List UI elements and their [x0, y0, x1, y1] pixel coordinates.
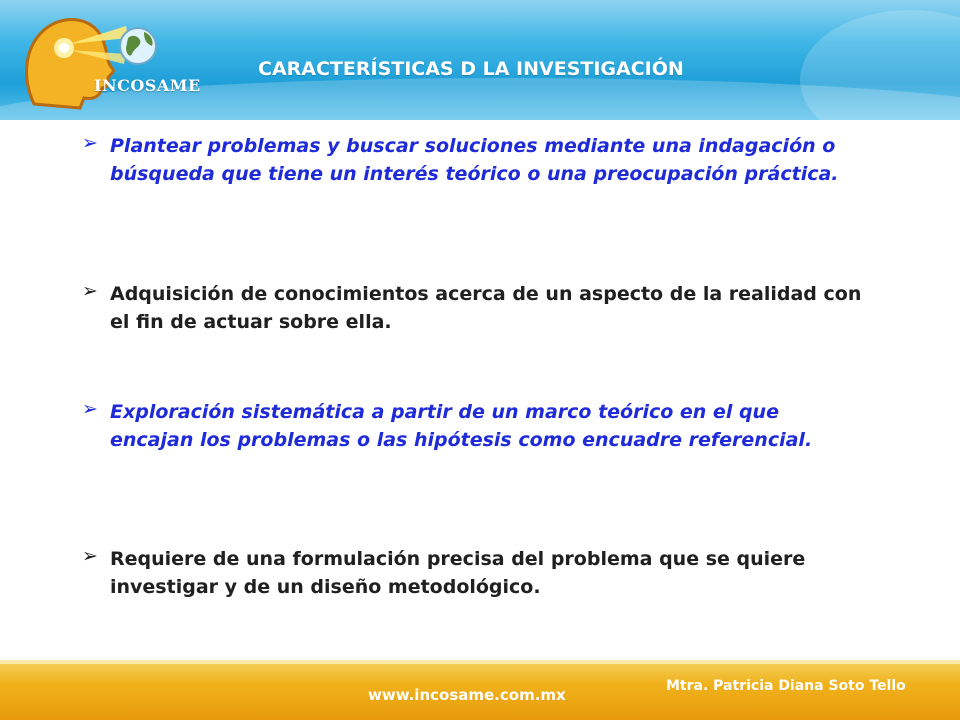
incosame-logo-icon: [14, 8, 214, 116]
footer-highlight: [0, 660, 960, 664]
list-item: [82, 280, 862, 336]
bullet-arrow-icon: ➢: [82, 280, 98, 302]
list-item: [82, 398, 862, 454]
bullet-arrow-icon: ➢: [82, 132, 98, 154]
footer-url-link[interactable]: www.incosame.com.mx: [368, 686, 566, 704]
bullet-text: Adquisición de conocimientos acerca de un aspecto de la realidad con el fin de actuar sobre ella.: [110, 283, 862, 333]
bullet-arrow-icon: ➢: [82, 398, 98, 420]
bullet-arrow-icon: ➢: [82, 545, 98, 567]
header-banner: [0, 0, 960, 120]
footer-author: Mtra. Patricia Diana Soto Tello: [666, 678, 906, 694]
page-title: CARACTERÍSTICAS D LA INVESTIGACIÓN: [258, 58, 684, 80]
bullet-text: Plantear problemas y buscar soluciones mediante una indagación o búsqueda que tiene un interés teórico o una preocupación práctica.: [110, 135, 839, 185]
header-swoosh-right: [800, 10, 960, 120]
list-item: [82, 545, 862, 601]
logo-text: INCOSAME: [94, 76, 201, 95]
bullet-text: Requiere de una formulación precisa del problema que se quiere investigar y de un diseño metodológico.: [110, 548, 806, 598]
bullet-text: Exploración sistemática a partir de un marco teórico en el que encajan los problemas o las hipótesis como encuadre referencial.: [110, 401, 813, 451]
footer-bar: [0, 660, 960, 720]
list-item: [82, 132, 862, 188]
